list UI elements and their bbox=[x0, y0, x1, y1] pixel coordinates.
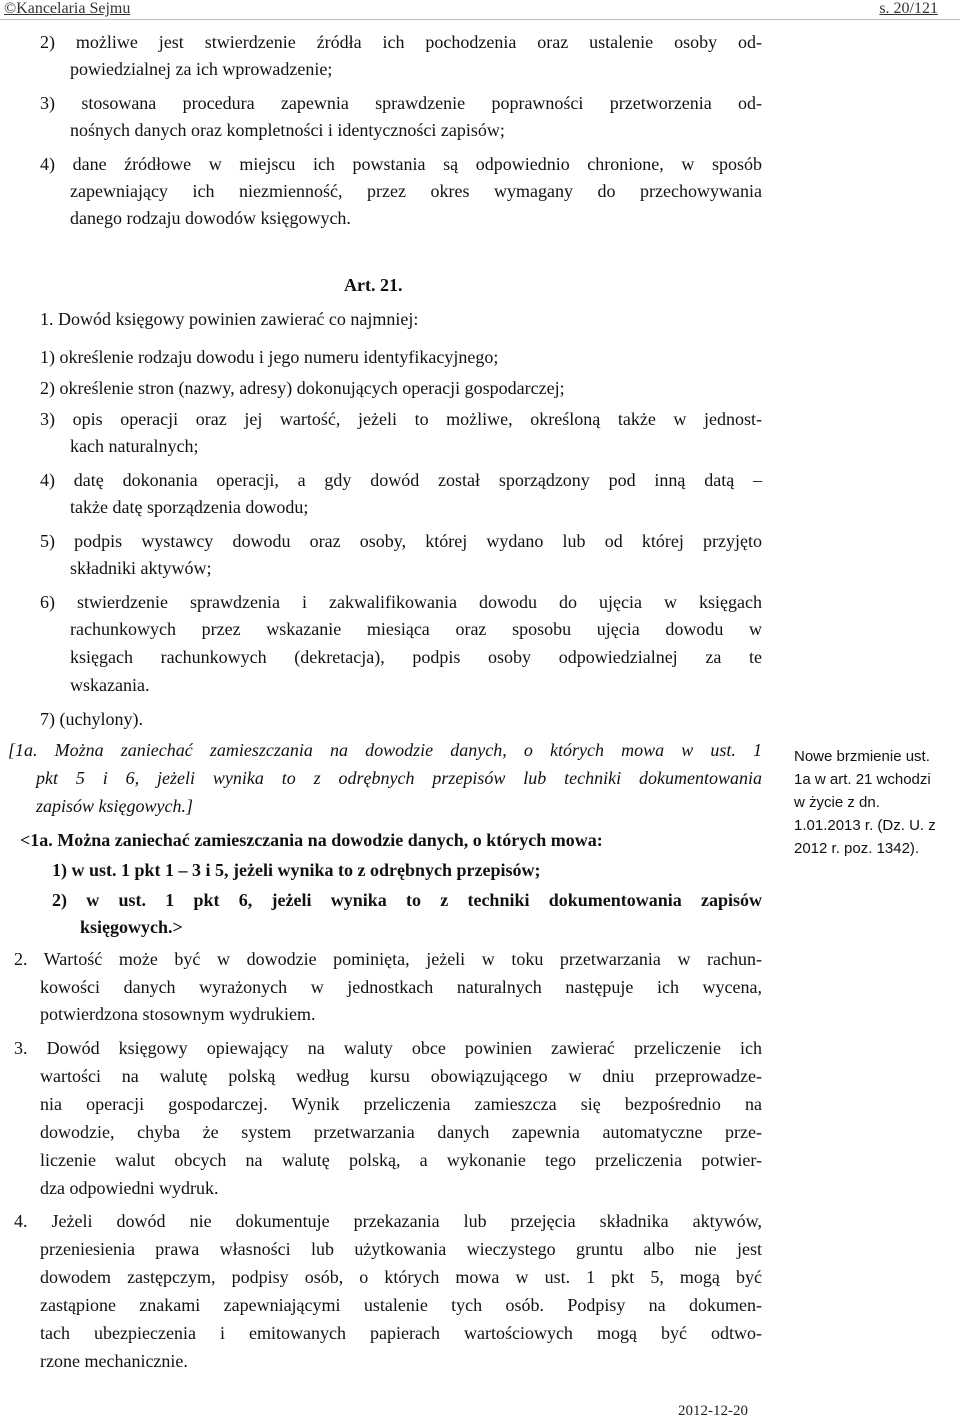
article-heading: Art. 21. bbox=[344, 275, 403, 295]
text-line: 2. Wartość może być w dowodzie pominięta, jeżeli w toku przetwarzania w rachun- bbox=[14, 949, 762, 969]
text-line: 3) stosowana procedura zapewnia sprawdzenie poprawności przetworzenia od- bbox=[40, 93, 762, 113]
repealed-paragraph-line: pkt 5 i 6, jeżeli wynika to z odrębnych przepisów lub techniki dokumentowania bbox=[36, 768, 762, 788]
header-divider bbox=[0, 19, 960, 20]
text-line: 4) dane źródłowe w miejscu ich powstania są odpowiednio chronione, w sposób bbox=[40, 154, 762, 174]
text-line: 7) (uchylony). bbox=[40, 709, 143, 729]
text-line: księgach rachunkowych (dekretacja), podpis osoby odpowiedzialnej za te bbox=[70, 647, 762, 667]
text-line: przeniesienia prawa własności lub użytkowania wieczystego gruntu albo nie jest bbox=[40, 1239, 762, 1259]
text-line: 3) opis operacji oraz jej wartość, jeżeli to możliwe, określoną także w jednost- bbox=[40, 409, 762, 429]
text-line: rzone mechanicznie. bbox=[40, 1351, 188, 1371]
repealed-paragraph-line: [1a. Można zaniechać zamieszczania na dowodzie danych, o których mowa w ust. 1 bbox=[8, 740, 762, 760]
text-line: kowości danych wyrażonych w jednostkach naturalnych następuje ich wycena, bbox=[40, 977, 762, 997]
text-line: liczenie walut obcych na walutę polską, a wykonanie tego przeliczenia potwier- bbox=[40, 1150, 762, 1170]
margin-note-line: 1a w art. 21 wchodzi bbox=[794, 771, 931, 788]
header-page-number: s. 20/121 bbox=[879, 0, 938, 17]
text-line: wartości na walutę polską według kursu obowiązującego w dniu przeprowadze- bbox=[40, 1066, 762, 1086]
text-line: dowodzie, chyba że system przetwarzania danych zapewnia automatyczne prze- bbox=[40, 1122, 762, 1142]
text-line: zastąpione znakami zapewniającymi ustalenie tych osób. Podpisy na dokumen- bbox=[40, 1295, 762, 1315]
text-line: 4) datę dokonania operacji, a gdy dowód został sporządzony pod inną datą – bbox=[40, 470, 762, 490]
text-line: 2) określenie stron (nazwy, adresy) dokonujących operacji gospodarczej; bbox=[40, 378, 565, 398]
text-line: składniki aktywów; bbox=[70, 558, 212, 578]
text-line: 5) podpis wystawcy dowodu oraz osoby, której wydano lub od której przyjęto bbox=[40, 531, 762, 551]
text-line: dza odpowiedni wydruk. bbox=[40, 1178, 219, 1198]
text-line: powiedzialnej za ich wprowadzenie; bbox=[70, 59, 333, 79]
text-line: tach ubezpieczenia i emitowanych papierach wartościowych mogą być odtwo- bbox=[40, 1323, 762, 1343]
repealed-paragraph-line: zapisów księgowych.] bbox=[36, 796, 193, 816]
text-line: kach naturalnych; bbox=[70, 436, 199, 456]
text-line: 1) określenie rodzaju dowodu i jego numeru identyfikacyjnego; bbox=[40, 347, 499, 367]
text-line: także datę sporządzenia dowodu; bbox=[70, 497, 309, 517]
footer-date: 2012-12-20 bbox=[678, 1403, 748, 1419]
margin-note-line: w życie z dn. bbox=[794, 794, 880, 811]
text-line: 1. Dowód księgowy powinien zawierać co najmniej: bbox=[40, 309, 419, 329]
margin-note-line: Nowe brzmienie ust. bbox=[794, 748, 930, 765]
header-left: ©Kancelaria Sejmu bbox=[4, 0, 131, 17]
new-paragraph-line: 1) w ust. 1 pkt 1 – 3 i 5, jeżeli wynika to z odrębnych przepisów; bbox=[52, 860, 541, 880]
margin-note-line: 2012 r. poz. 1342). bbox=[794, 840, 920, 857]
text-line: danego rodzaju dowodów księgowych. bbox=[70, 208, 351, 228]
text-line: nośnych danych oraz kompletności i identyczności zapisów; bbox=[70, 120, 505, 140]
text-line: dowodem zastępczym, podpisy osób, o których mowa w ust. 1 pkt 5, mogą być bbox=[40, 1267, 762, 1287]
text-line: potwierdzona stosownym wydrukiem. bbox=[40, 1004, 316, 1024]
text-line: wskazania. bbox=[70, 675, 150, 695]
text-line: 2) możliwe jest stwierdzenie źródła ich pochodzenia oraz ustalenie osoby od- bbox=[40, 32, 762, 52]
text-line: 4. Jeżeli dowód nie dokumentuje przekazania lub przejęcia składnika aktywów, bbox=[14, 1211, 762, 1231]
new-paragraph-line: księgowych.> bbox=[80, 917, 183, 937]
new-paragraph-line: <1a. Można zaniechać zamieszczania na dowodzie danych, o których mowa: bbox=[20, 830, 603, 850]
text-line: 3. Dowód księgowy opiewający na waluty obce powinien zawierać przeliczenie ich bbox=[14, 1038, 762, 1058]
text-line: rachunkowych przez wskazanie miesiąca oraz sposobu ujęcia dowodu w bbox=[70, 619, 762, 639]
text-line: 6) stwierdzenie sprawdzenia i zakwalifikowania dowodu do ujęcia w księgach bbox=[40, 592, 762, 612]
new-paragraph-line: 2) w ust. 1 pkt 6, jeżeli wynika to z techniki dokumentowania zapisów bbox=[52, 890, 762, 910]
text-line: nia operacji gospodarczej. Wynik przeliczenia zamieszcza się bezpośrednio na bbox=[40, 1094, 762, 1114]
margin-note-line: 1.01.2013 r. (Dz. U. z bbox=[794, 817, 936, 834]
text-line: zapewniający ich niezmienność, przez okres wymagany do przechowywania bbox=[70, 181, 762, 201]
